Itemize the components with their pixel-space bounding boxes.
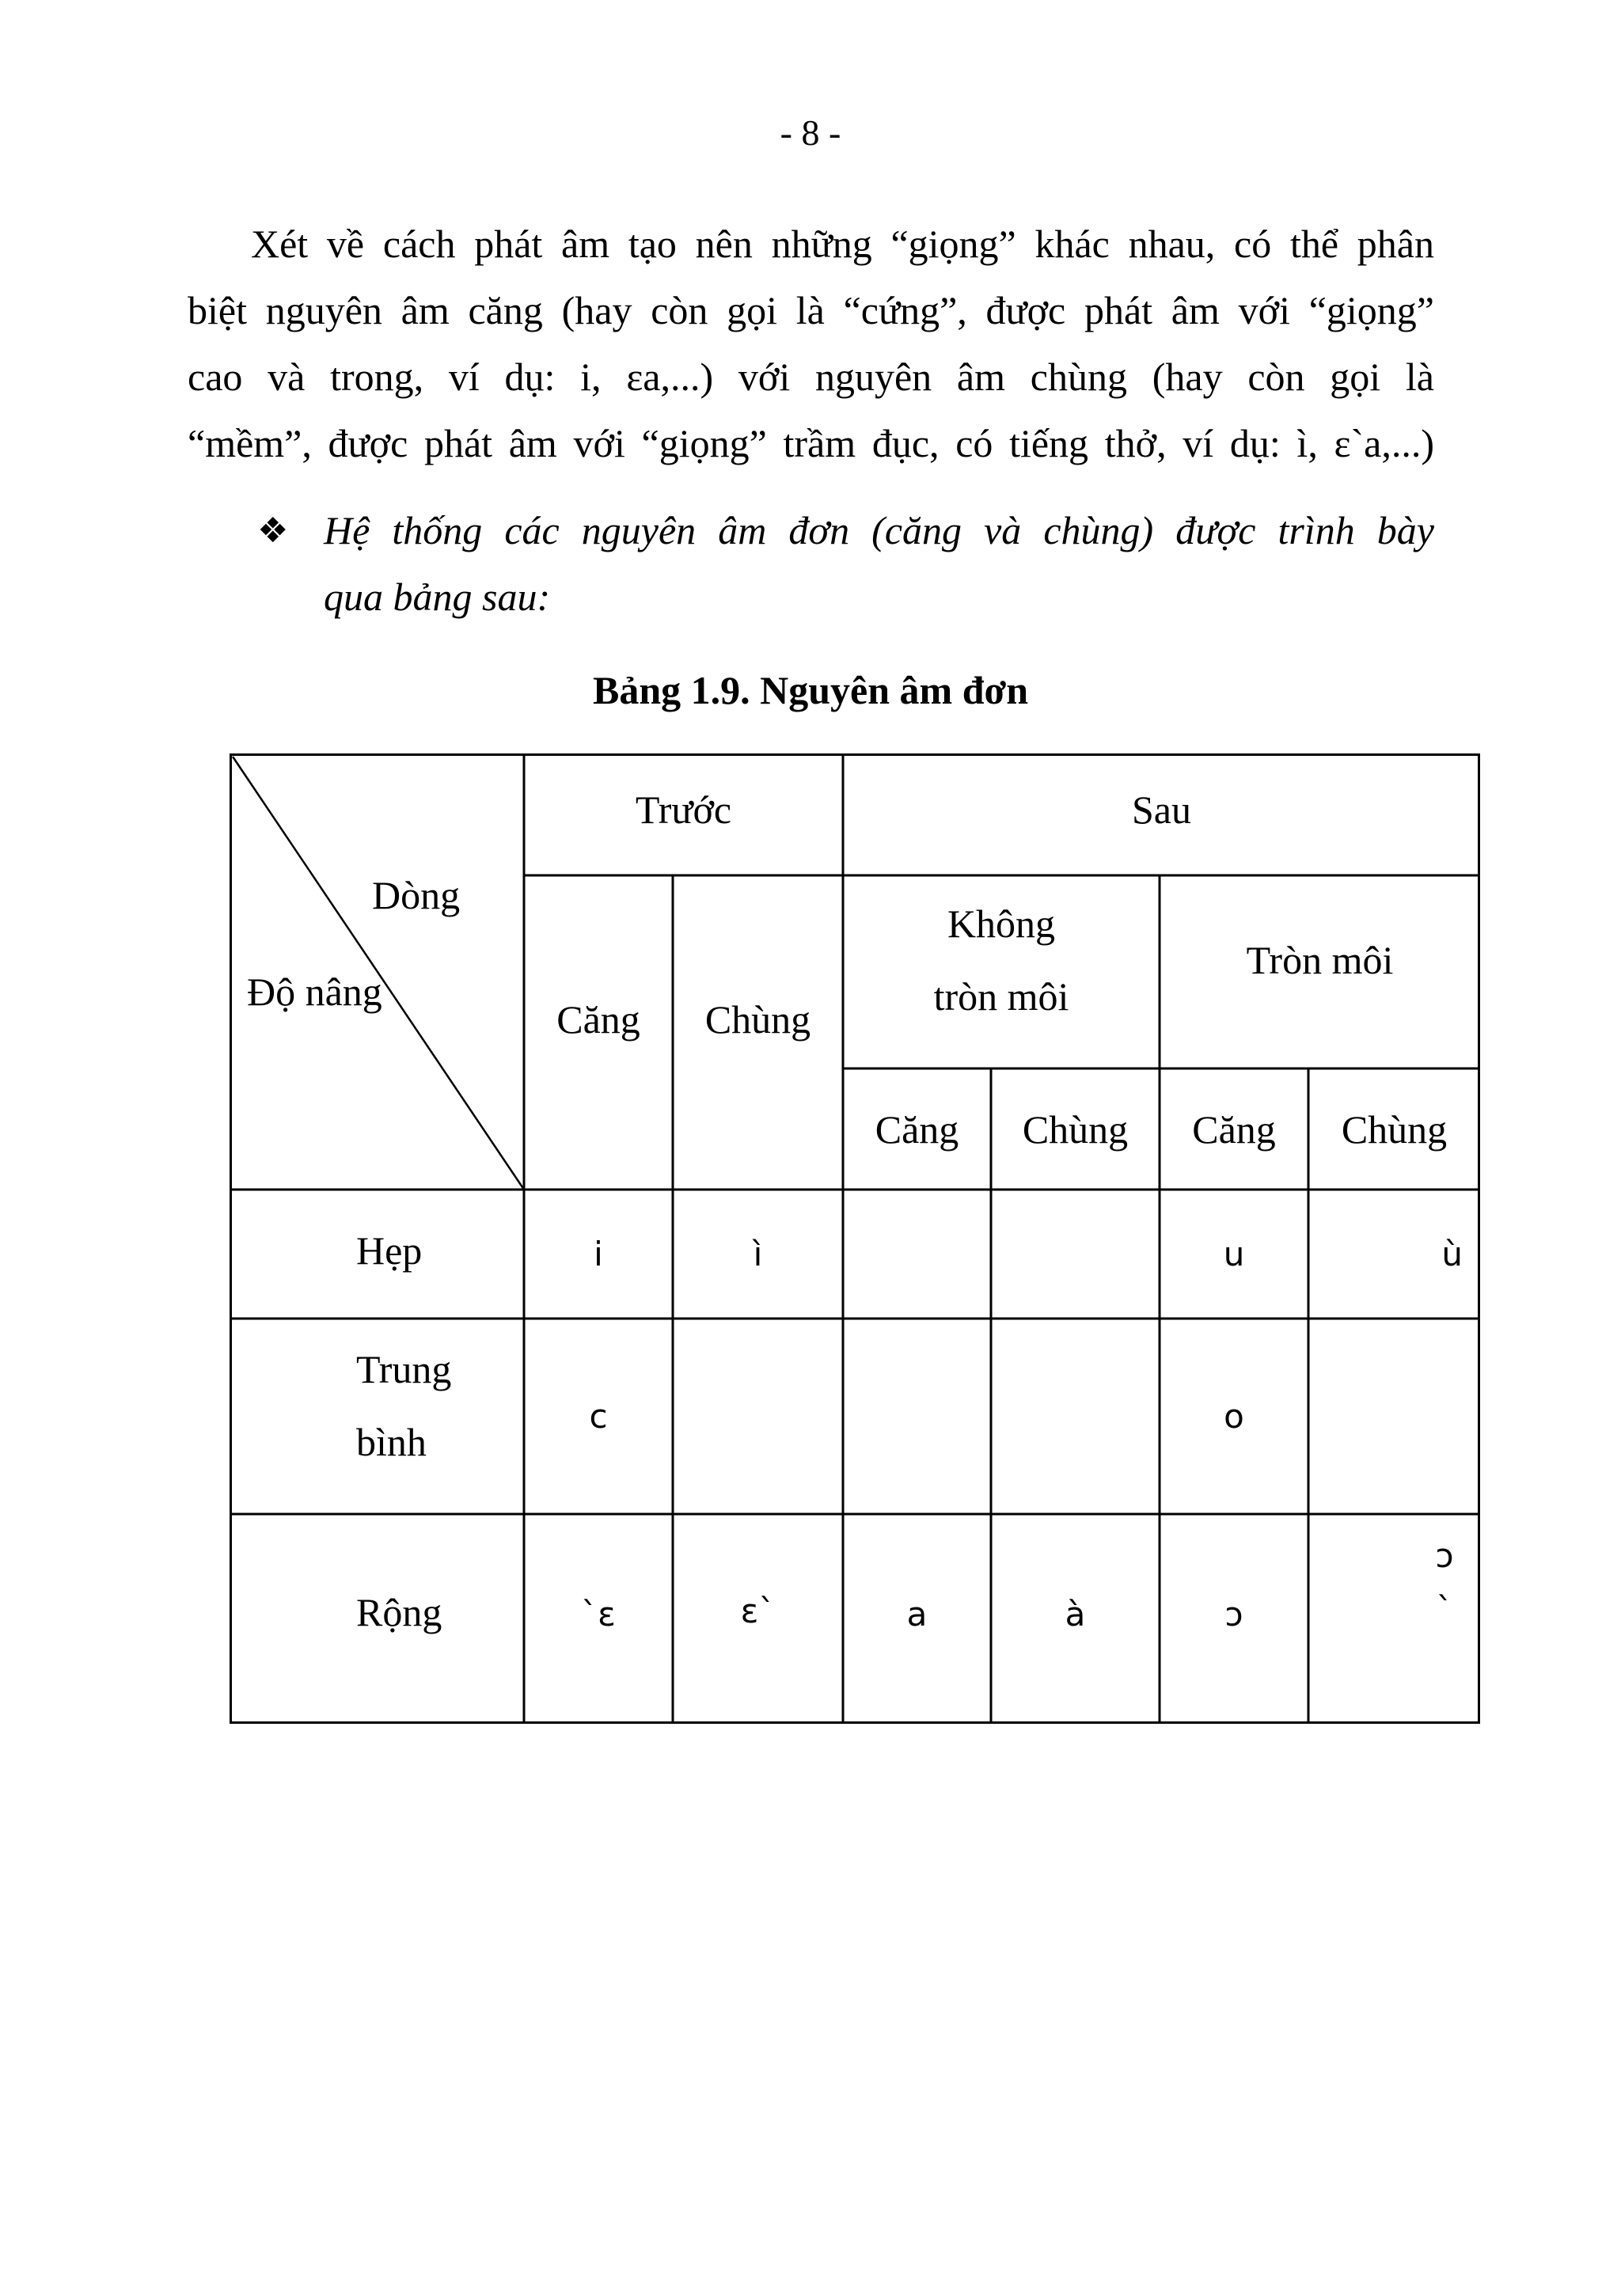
vowel-cell: à <box>1065 1595 1086 1634</box>
paragraph-line: cao và trong, ví dụ: i, εa,...) với nguyên âm chùng (hay còn gọi là <box>188 355 1434 399</box>
header-front-tense: Căng <box>556 997 640 1042</box>
header-unrounded-line2: tròn môi <box>933 974 1069 1019</box>
diamond-bullet-icon: ❖ <box>257 510 289 551</box>
vowel-cell-accent: ` <box>1436 1590 1453 1629</box>
header-back: Sau <box>1132 787 1191 832</box>
bullet-text <box>324 497 1434 630</box>
paragraph-line: Xét về cách phát âm tạo nên những “giọng” khác nhau, có thể phân <box>251 222 1434 266</box>
vowel-table <box>230 753 1480 1724</box>
vowel-cell: ì <box>753 1235 763 1273</box>
header-unrounded-tense: Căng <box>875 1107 959 1152</box>
vowel-cell: ε` <box>740 1592 776 1630</box>
vowel-cell: a <box>906 1595 928 1634</box>
page-number: - 8 - <box>780 112 841 153</box>
bullet-line: Hệ thống các nguyên âm đơn (căng và chùng) được trình bày <box>324 508 1434 552</box>
header-front-lax: Chùng <box>704 997 811 1042</box>
vowel-cell: `ε <box>581 1595 616 1634</box>
vowel-cell <box>1308 1235 1480 1273</box>
corner-label-row: Dòng <box>372 873 461 917</box>
paragraph-line: “mềm”, được phát âm với “giọng” trầm đục, có tiếng thở, ví dụ: ì, ε`a,...) <box>188 421 1434 465</box>
bullet-line: qua bảng sau: <box>324 575 551 619</box>
vowel-cell: i <box>594 1235 603 1273</box>
row-label-open: Rộng <box>356 1590 442 1634</box>
header-front: Trước <box>635 787 732 832</box>
vowel-cell: c <box>589 1397 608 1436</box>
vowel-cell: o <box>1224 1397 1244 1436</box>
vowel-cell-top: ɔ <box>1435 1536 1454 1575</box>
header-rounded-tense: Căng <box>1192 1107 1276 1152</box>
header-rounded: Tròn môi <box>1246 938 1394 982</box>
row-label-mid-line2: bình <box>356 1420 427 1464</box>
vowel-text: ù <box>1441 1235 1463 1273</box>
table-caption: Bảng 1.9. Nguyên âm đơn <box>592 668 1029 712</box>
header-unrounded-lax: Chùng <box>1022 1107 1129 1152</box>
vowel-cell: u <box>1223 1235 1245 1273</box>
row-label-narrow: Hẹp <box>356 1228 423 1273</box>
body-paragraph <box>188 211 1434 476</box>
header-rounded-lax: Chùng <box>1341 1107 1448 1152</box>
row-label-mid-line1: Trung <box>356 1347 452 1391</box>
header-unrounded-line1: Không <box>947 901 1056 946</box>
corner-label-column: Độ nâng <box>247 970 382 1014</box>
vowel-cell: ɔ <box>1224 1595 1243 1634</box>
paragraph-line: biệt nguyên âm căng (hay còn gọi là “cứng”, được phát âm với “giọng” <box>188 288 1434 332</box>
